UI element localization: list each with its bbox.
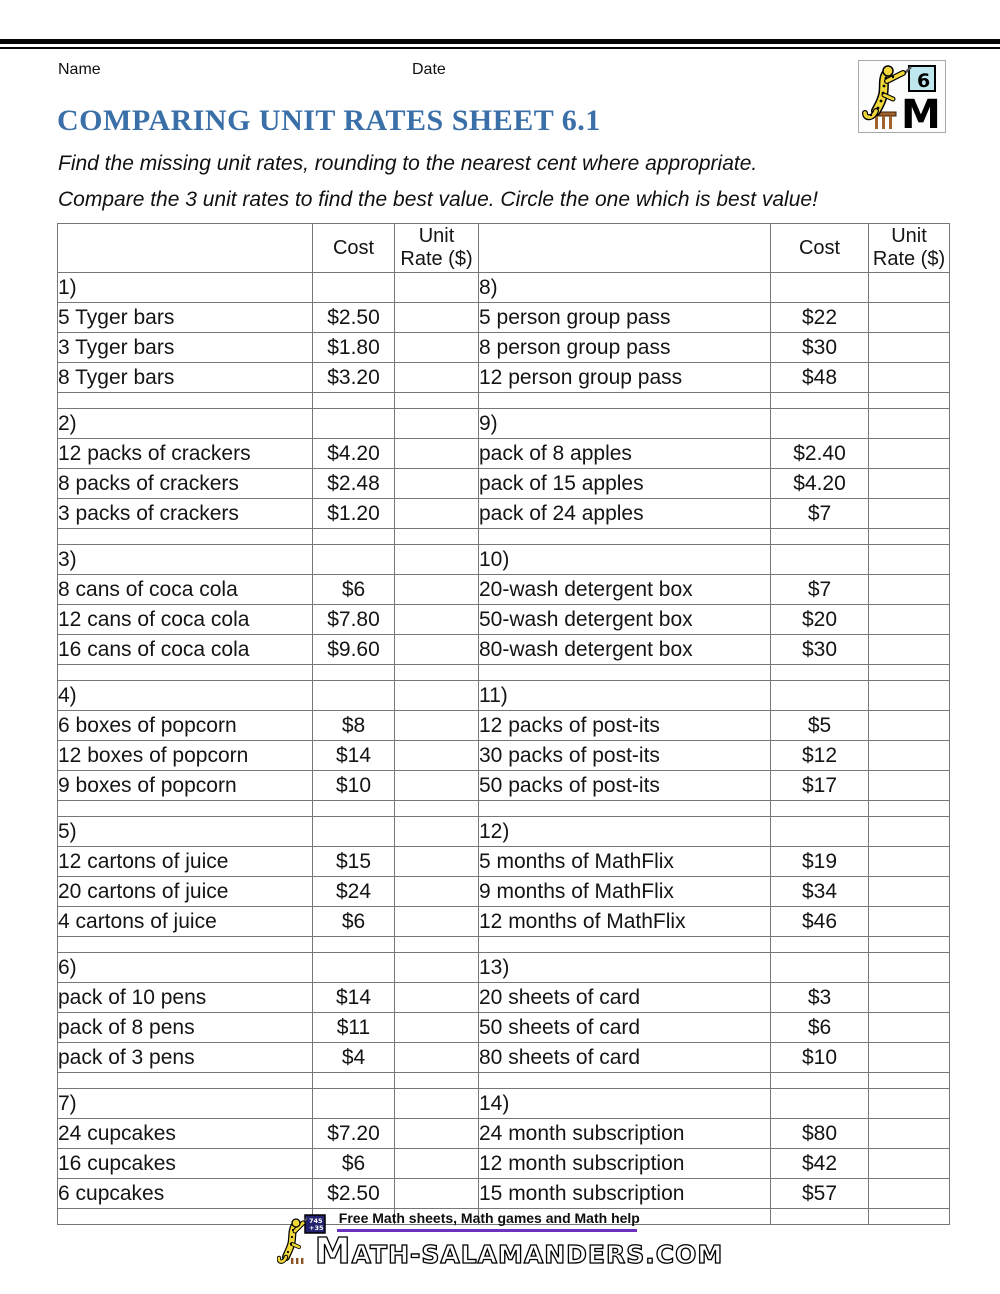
spacer-cell bbox=[395, 529, 479, 545]
unit-rate-blank bbox=[395, 771, 479, 801]
item-row bbox=[58, 1043, 950, 1073]
item-cost-right: $19 bbox=[771, 847, 869, 877]
item-cost-right: $5 bbox=[771, 711, 869, 741]
item-row bbox=[58, 877, 950, 907]
item-cost-right: $12 bbox=[771, 741, 869, 771]
unit-rate-blank bbox=[395, 273, 479, 303]
item-row bbox=[58, 847, 950, 877]
item-row bbox=[58, 711, 950, 741]
item-cost-left: $3.20 bbox=[313, 363, 395, 393]
spacer-cell bbox=[313, 937, 395, 953]
spacer-cell bbox=[313, 393, 395, 409]
footer-tagline: Free Math sheets, Math games and Math help bbox=[338, 1210, 640, 1226]
worksheet-table bbox=[57, 223, 950, 1225]
item-cost-left: $14 bbox=[313, 741, 395, 771]
unit-rate-blank bbox=[395, 635, 479, 665]
spacer-row bbox=[58, 937, 950, 953]
unit-rate-blank bbox=[395, 681, 479, 711]
unit-rate-blank bbox=[395, 983, 479, 1013]
unit-rate-blank bbox=[869, 575, 950, 605]
problem-number-right: 14) bbox=[479, 1089, 771, 1119]
item-desc-left: 3 packs of crackers bbox=[58, 499, 313, 529]
item-cost-left: $7.20 bbox=[313, 1119, 395, 1149]
unit-rate-blank bbox=[869, 635, 950, 665]
item-cost-left: $6 bbox=[313, 575, 395, 605]
item-desc-right: 80 sheets of card bbox=[479, 1043, 771, 1073]
item-cost-left: $14 bbox=[313, 983, 395, 1013]
unit-rate-blank bbox=[869, 953, 950, 983]
unit-rate-blank bbox=[395, 409, 479, 439]
spacer-cell bbox=[395, 393, 479, 409]
item-desc-left: pack of 10 pens bbox=[58, 983, 313, 1013]
item-cost-left: $6 bbox=[313, 907, 395, 937]
item-cost-left: $7.80 bbox=[313, 605, 395, 635]
spacer-cell bbox=[479, 937, 771, 953]
unit-rate-blank bbox=[395, 303, 479, 333]
item-desc-right: 20-wash detergent box bbox=[479, 575, 771, 605]
item-cost-right: $6 bbox=[771, 1013, 869, 1043]
unit-rate-blank bbox=[869, 1043, 950, 1073]
item-cost-right: $80 bbox=[771, 1119, 869, 1149]
unit-rate-blank bbox=[869, 711, 950, 741]
unit-rate-blank bbox=[869, 1013, 950, 1043]
unit-rate-blank bbox=[869, 771, 950, 801]
item-desc-left: pack of 3 pens bbox=[58, 1043, 313, 1073]
unit-rate-blank bbox=[395, 333, 479, 363]
salamander-grade-icon bbox=[859, 61, 945, 132]
spacer-row bbox=[58, 801, 950, 817]
item-cost-right: $42 bbox=[771, 1149, 869, 1179]
unit-rate-blank bbox=[869, 1119, 950, 1149]
unit-rate-blank bbox=[869, 681, 950, 711]
unit-rate-blank bbox=[395, 711, 479, 741]
item-desc-right: 80-wash detergent box bbox=[479, 635, 771, 665]
item-desc-right: 5 months of MathFlix bbox=[479, 847, 771, 877]
item-cost-left: $15 bbox=[313, 847, 395, 877]
unit-header-line2: Rate ($) bbox=[400, 248, 473, 270]
page-title: COMPARING UNIT RATES SHEET 6.1 bbox=[57, 104, 601, 137]
unit-rate-blank bbox=[395, 469, 479, 499]
problem-number-right: 12) bbox=[479, 817, 771, 847]
item-cost-left: $8 bbox=[313, 711, 395, 741]
unit-rate-blank bbox=[869, 469, 950, 499]
date-label: Date bbox=[412, 61, 446, 78]
item-desc-right: 24 month subscription bbox=[479, 1119, 771, 1149]
spacer-cell bbox=[771, 529, 869, 545]
item-cost-right: $17 bbox=[771, 771, 869, 801]
unit-rate-blank bbox=[869, 1089, 950, 1119]
problem-number-row bbox=[58, 409, 950, 439]
item-cost-right: $57 bbox=[771, 1179, 869, 1209]
item-desc-left: 16 cans of coca cola bbox=[58, 635, 313, 665]
unit-rate-blank bbox=[395, 1089, 479, 1119]
name-label: Name bbox=[58, 61, 101, 78]
unit-rate-blank bbox=[869, 1179, 950, 1209]
item-desc-right: 8 person group pass bbox=[479, 333, 771, 363]
unit-rate-blank bbox=[395, 1119, 479, 1149]
cost-blank bbox=[771, 273, 869, 303]
unit-header-line1: Unit bbox=[891, 225, 927, 247]
spacer-cell bbox=[313, 801, 395, 817]
spacer-cell bbox=[313, 1073, 395, 1089]
header-blank-left bbox=[58, 224, 313, 273]
problem-number-left: 4) bbox=[58, 681, 313, 711]
item-desc-left: 6 cupcakes bbox=[58, 1179, 313, 1209]
item-desc-right: pack of 15 apples bbox=[479, 469, 771, 499]
spacer-row bbox=[58, 1073, 950, 1089]
item-desc-left: 12 cartons of juice bbox=[58, 847, 313, 877]
item-row bbox=[58, 1119, 950, 1149]
item-row bbox=[58, 771, 950, 801]
instruction-line-1: Find the missing unit rates, rounding to the nearest cent where appropriate. bbox=[58, 152, 758, 175]
spacer-row bbox=[58, 665, 950, 681]
item-desc-right: 12 packs of post-its bbox=[479, 711, 771, 741]
unit-header-line1: Unit bbox=[418, 225, 455, 247]
item-desc-left: 12 packs of crackers bbox=[58, 439, 313, 469]
cost-blank bbox=[313, 681, 395, 711]
spacer-cell bbox=[869, 529, 950, 545]
table-header-row bbox=[58, 224, 950, 273]
unit-rate-blank bbox=[869, 847, 950, 877]
item-row bbox=[58, 303, 950, 333]
item-row bbox=[58, 469, 950, 499]
cost-blank bbox=[313, 409, 395, 439]
spacer-cell bbox=[479, 1073, 771, 1089]
spacer-cell bbox=[313, 529, 395, 545]
spacer-cell bbox=[771, 665, 869, 681]
problem-number-left: 2) bbox=[58, 409, 313, 439]
problem-number-right: 11) bbox=[479, 681, 771, 711]
item-cost-right: $30 bbox=[771, 635, 869, 665]
cost-blank bbox=[771, 409, 869, 439]
item-desc-left: 8 packs of crackers bbox=[58, 469, 313, 499]
cost-blank bbox=[771, 681, 869, 711]
spacer-row bbox=[58, 393, 950, 409]
item-row bbox=[58, 907, 950, 937]
problem-number-row bbox=[58, 817, 950, 847]
unit-rate-blank bbox=[395, 953, 479, 983]
unit-rate-blank bbox=[869, 409, 950, 439]
unit-rate-blank bbox=[395, 1013, 479, 1043]
problem-number-right: 10) bbox=[479, 545, 771, 575]
item-row bbox=[58, 499, 950, 529]
spacer-cell bbox=[58, 665, 313, 681]
item-cost-right: $30 bbox=[771, 333, 869, 363]
item-cost-left: $1.80 bbox=[313, 333, 395, 363]
spacer-cell bbox=[479, 665, 771, 681]
item-row bbox=[58, 1149, 950, 1179]
footer-board-line2: +35 bbox=[308, 1224, 324, 1232]
spacer-cell bbox=[395, 665, 479, 681]
unit-rate-blank bbox=[395, 605, 479, 635]
spacer-cell bbox=[479, 529, 771, 545]
item-row bbox=[58, 1013, 950, 1043]
spacer-cell bbox=[869, 1073, 950, 1089]
item-cost-left: $4.20 bbox=[313, 439, 395, 469]
item-cost-right: $48 bbox=[771, 363, 869, 393]
cost-blank bbox=[313, 953, 395, 983]
cost-blank bbox=[771, 545, 869, 575]
problem-number-left: 6) bbox=[58, 953, 313, 983]
item-desc-right: 15 month subscription bbox=[479, 1179, 771, 1209]
item-desc-right: 12 person group pass bbox=[479, 363, 771, 393]
item-desc-right: pack of 8 apples bbox=[479, 439, 771, 469]
item-desc-right: 9 months of MathFlix bbox=[479, 877, 771, 907]
item-desc-left: 3 Tyger bars bbox=[58, 333, 313, 363]
item-cost-left: $2.50 bbox=[313, 1179, 395, 1209]
item-cost-left: $24 bbox=[313, 877, 395, 907]
spacer-cell bbox=[869, 665, 950, 681]
unit-rate-blank bbox=[395, 439, 479, 469]
cost-blank bbox=[313, 545, 395, 575]
unit-rate-blank bbox=[395, 877, 479, 907]
unit-rate-blank bbox=[869, 499, 950, 529]
unit-rate-blank bbox=[869, 363, 950, 393]
spacer-cell bbox=[58, 937, 313, 953]
spacer-cell bbox=[771, 801, 869, 817]
item-cost-right: $4.20 bbox=[771, 469, 869, 499]
problem-number-left: 7) bbox=[58, 1089, 313, 1119]
item-desc-left: 12 boxes of popcorn bbox=[58, 741, 313, 771]
item-desc-right: 12 months of MathFlix bbox=[479, 907, 771, 937]
top-divider-rule bbox=[0, 39, 1000, 49]
item-desc-right: 5 person group pass bbox=[479, 303, 771, 333]
problem-number-left: 1) bbox=[58, 273, 313, 303]
unit-rate-blank bbox=[395, 499, 479, 529]
problem-number-right: 8) bbox=[479, 273, 771, 303]
unit-rate-blank bbox=[395, 817, 479, 847]
item-desc-right: 50-wash detergent box bbox=[479, 605, 771, 635]
spacer-cell bbox=[479, 393, 771, 409]
item-desc-left: 24 cupcakes bbox=[58, 1119, 313, 1149]
cost-blank bbox=[313, 273, 395, 303]
unit-rate-blank bbox=[395, 363, 479, 393]
item-desc-right: 50 sheets of card bbox=[479, 1013, 771, 1043]
footer-wordmark: MATH-SALAMANDERS.COM bbox=[314, 1231, 724, 1272]
unit-rate-blank bbox=[869, 333, 950, 363]
cost-blank bbox=[313, 1089, 395, 1119]
spacer-cell bbox=[313, 665, 395, 681]
item-cost-left: $6 bbox=[313, 1149, 395, 1179]
unit-rate-blank bbox=[869, 817, 950, 847]
spacer-row bbox=[58, 529, 950, 545]
item-row bbox=[58, 333, 950, 363]
spacer-cell bbox=[395, 1073, 479, 1089]
unit-rate-blank bbox=[869, 983, 950, 1013]
item-row bbox=[58, 1179, 950, 1209]
item-row bbox=[58, 605, 950, 635]
item-desc-right: 20 sheets of card bbox=[479, 983, 771, 1013]
item-cost-right: $3 bbox=[771, 983, 869, 1013]
cost-blank bbox=[771, 1089, 869, 1119]
unit-rate-blank bbox=[869, 545, 950, 575]
spacer-cell bbox=[771, 1073, 869, 1089]
item-desc-left: 20 cartons of juice bbox=[58, 877, 313, 907]
problem-number-row bbox=[58, 545, 950, 575]
unit-rate-blank bbox=[869, 605, 950, 635]
item-cost-right: $34 bbox=[771, 877, 869, 907]
item-cost-right: $46 bbox=[771, 907, 869, 937]
item-cost-right: $22 bbox=[771, 303, 869, 333]
problem-number-row bbox=[58, 953, 950, 983]
unit-rate-blank bbox=[869, 273, 950, 303]
item-cost-right: $7 bbox=[771, 499, 869, 529]
item-cost-left: $2.50 bbox=[313, 303, 395, 333]
item-desc-right: 30 packs of post-its bbox=[479, 741, 771, 771]
item-cost-left: $10 bbox=[313, 771, 395, 801]
spacer-cell bbox=[58, 393, 313, 409]
item-cost-right: $2.40 bbox=[771, 439, 869, 469]
item-cost-right: $20 bbox=[771, 605, 869, 635]
spacer-cell bbox=[395, 937, 479, 953]
grade-6-badge bbox=[858, 60, 946, 133]
unit-header-line2: Rate ($) bbox=[872, 248, 946, 270]
unit-rate-blank bbox=[395, 575, 479, 605]
unit-rate-blank bbox=[395, 847, 479, 877]
spacer-cell bbox=[58, 801, 313, 817]
instruction-line-2: Compare the 3 unit rates to find the best value. Circle the one which is best value! bbox=[58, 188, 818, 211]
item-row bbox=[58, 983, 950, 1013]
cost-blank bbox=[771, 953, 869, 983]
problem-number-row bbox=[58, 1089, 950, 1119]
spacer-cell bbox=[58, 1073, 313, 1089]
item-cost-right: $7 bbox=[771, 575, 869, 605]
item-desc-left: 5 Tyger bars bbox=[58, 303, 313, 333]
unit-rate-blank bbox=[869, 1149, 950, 1179]
item-desc-left: 9 boxes of popcorn bbox=[58, 771, 313, 801]
problem-number-right: 9) bbox=[479, 409, 771, 439]
item-desc-right: pack of 24 apples bbox=[479, 499, 771, 529]
problem-number-left: 3) bbox=[58, 545, 313, 575]
unit-rate-blank bbox=[395, 545, 479, 575]
problem-number-right: 13) bbox=[479, 953, 771, 983]
problem-number-left: 5) bbox=[58, 817, 313, 847]
unit-rate-blank bbox=[869, 303, 950, 333]
header-cost-right: Cost bbox=[771, 224, 869, 273]
item-desc-left: 4 cartons of juice bbox=[58, 907, 313, 937]
item-desc-left: pack of 8 pens bbox=[58, 1013, 313, 1043]
item-desc-left: 6 boxes of popcorn bbox=[58, 711, 313, 741]
item-row bbox=[58, 575, 950, 605]
spacer-cell bbox=[869, 801, 950, 817]
header-unit-rate-left bbox=[395, 224, 479, 273]
item-cost-left: $4 bbox=[313, 1043, 395, 1073]
spacer-cell bbox=[771, 937, 869, 953]
unit-rate-blank bbox=[869, 741, 950, 771]
spacer-cell bbox=[479, 801, 771, 817]
unit-rate-blank bbox=[395, 1149, 479, 1179]
spacer-cell bbox=[771, 393, 869, 409]
problem-number-row bbox=[58, 681, 950, 711]
item-row bbox=[58, 741, 950, 771]
unit-rate-blank bbox=[395, 741, 479, 771]
logo-letter-m: M bbox=[901, 92, 941, 132]
item-desc-left: 12 cans of coca cola bbox=[58, 605, 313, 635]
item-desc-left: 8 Tyger bars bbox=[58, 363, 313, 393]
spacer-cell bbox=[869, 393, 950, 409]
header-cost-left: Cost bbox=[313, 224, 395, 273]
item-desc-right: 50 packs of post-its bbox=[479, 771, 771, 801]
item-desc-left: 16 cupcakes bbox=[58, 1149, 313, 1179]
problem-number-row bbox=[58, 273, 950, 303]
spacer-cell bbox=[869, 937, 950, 953]
cost-blank bbox=[313, 817, 395, 847]
footer-board-line1: 745 bbox=[308, 1217, 323, 1225]
item-desc-left: 8 cans of coca cola bbox=[58, 575, 313, 605]
unit-rate-blank bbox=[395, 1043, 479, 1073]
item-cost-left: $2.48 bbox=[313, 469, 395, 499]
spacer-cell bbox=[395, 801, 479, 817]
logo-number: 6 bbox=[917, 70, 931, 92]
unit-rate-blank bbox=[869, 439, 950, 469]
item-row bbox=[58, 363, 950, 393]
item-row bbox=[58, 439, 950, 469]
item-cost-left: $9.60 bbox=[313, 635, 395, 665]
item-cost-left: $11 bbox=[313, 1013, 395, 1043]
item-row bbox=[58, 635, 950, 665]
item-cost-left: $1.20 bbox=[313, 499, 395, 529]
footer-logo bbox=[0, 1210, 1000, 1272]
unit-rate-blank bbox=[869, 907, 950, 937]
unit-rate-blank bbox=[395, 1179, 479, 1209]
unit-rate-blank bbox=[395, 907, 479, 937]
spacer-cell bbox=[58, 529, 313, 545]
header-blank-right bbox=[479, 224, 771, 273]
cost-blank bbox=[771, 817, 869, 847]
unit-rate-blank bbox=[869, 877, 950, 907]
item-cost-right: $10 bbox=[771, 1043, 869, 1073]
item-desc-right: 12 month subscription bbox=[479, 1149, 771, 1179]
header-unit-rate-right bbox=[869, 224, 950, 273]
